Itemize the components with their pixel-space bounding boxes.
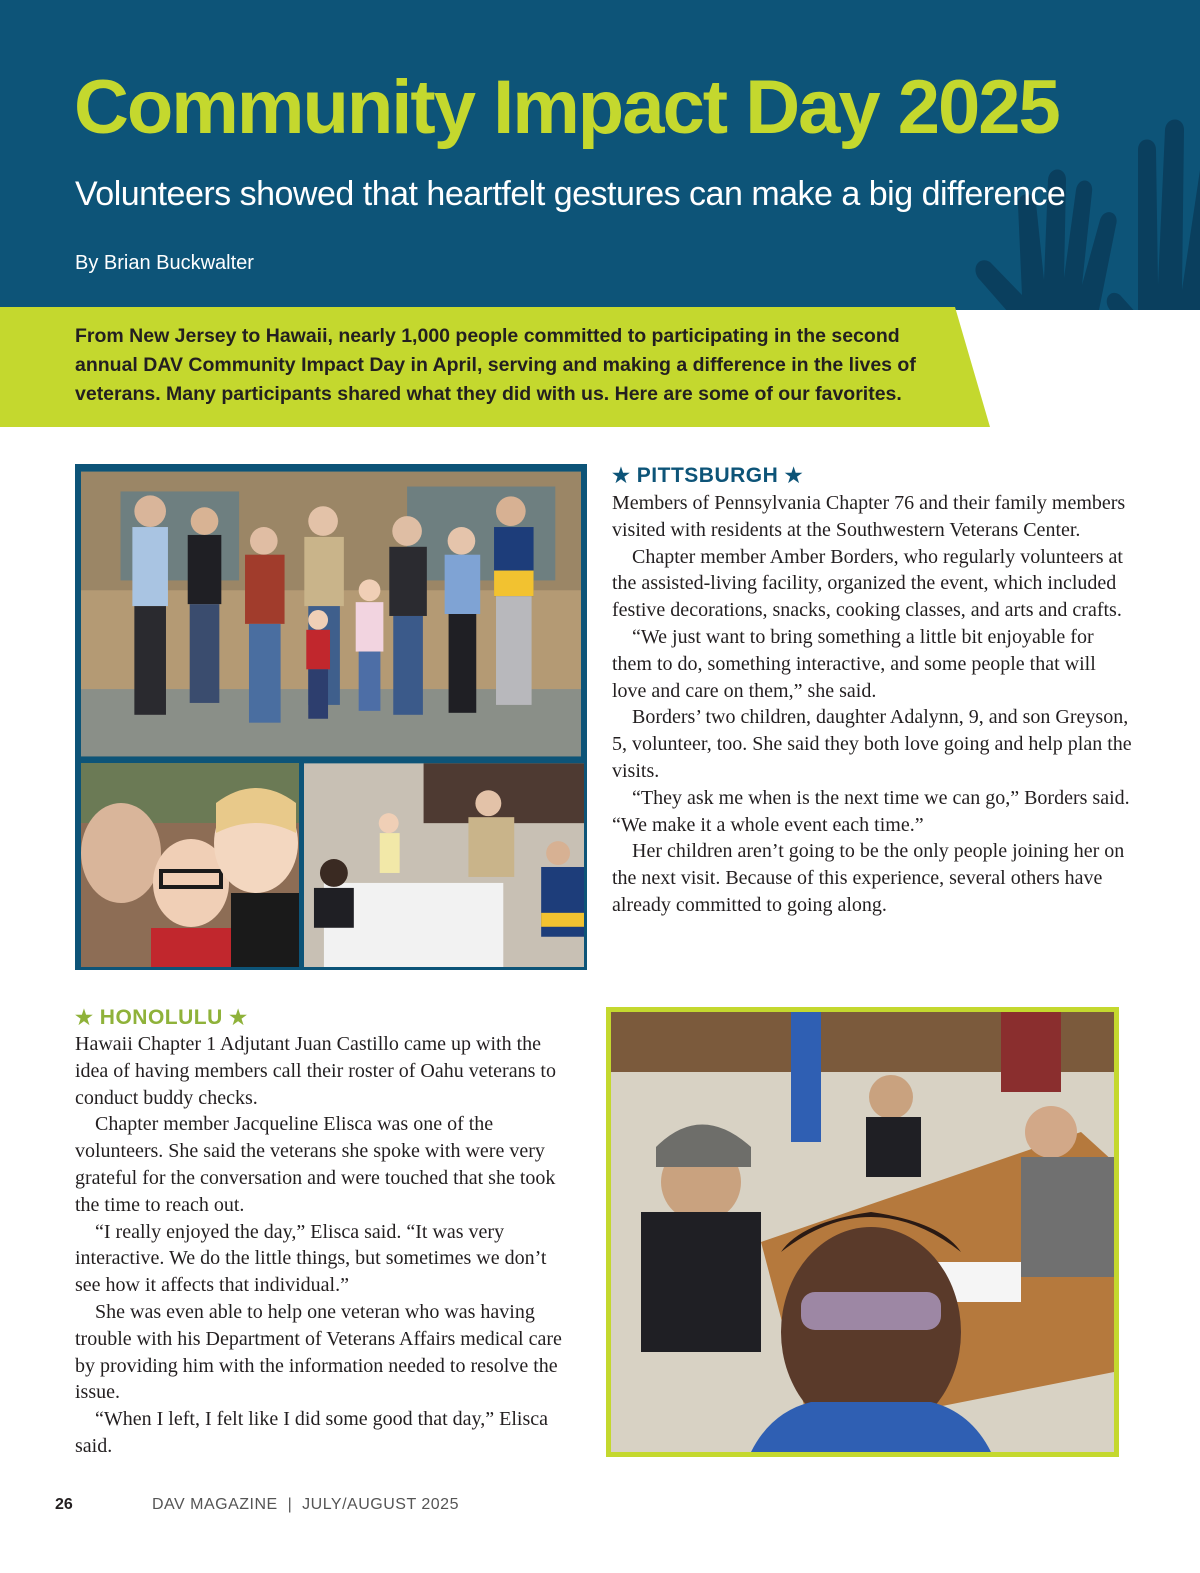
pittsburgh-photo-collage — [75, 464, 587, 970]
paragraph: Chapter member Jacqueline Elisca was one of the volunteers. She said the veterans she spoke with were very grateful for the conversation and were touched that she took the time to reach out. — [75, 1113, 556, 1216]
honolulu-photo — [606, 1007, 1119, 1457]
paragraph: “We just want to bring something a little bit enjoyable for them to do, something interactive, and some people that will love and care on them,” she said. — [612, 625, 1096, 702]
byline: By Brian Buckwalter — [75, 252, 254, 274]
honolulu-body — [75, 1031, 575, 1460]
honolulu-heading-label: HONOLULU — [99, 1006, 223, 1029]
page-number: 26 — [55, 1496, 73, 1513]
pittsburgh-heading-label: PITTSBURGH — [636, 464, 779, 487]
paragraph: “They ask me when is the next time we can go,” Borders said. “We make it a whole event each time.” — [612, 786, 1130, 836]
activity-room-photo — [304, 763, 585, 968]
star-icon: ★ — [612, 465, 631, 487]
intro-paragraph: From New Jersey to Hawaii, nearly 1,000 people committed to participating in the second annual DAV Community Impact Day in April, serving and making a difference in the lives of veterans. Many participants shared what they did with us. Here are some of our favorites. — [75, 325, 916, 405]
paragraph: She was even able to help one veteran who was having trouble with his Department of Veterans Affairs medical care by providing him with the information needed to resolve the issue. — [75, 1300, 562, 1404]
pittsburgh-heading — [612, 463, 803, 488]
header-banner — [0, 0, 1200, 310]
article-title: Community Impact Day 2025 — [74, 65, 1059, 150]
star-icon: ★ — [229, 1007, 248, 1029]
paragraph: Her children aren’t going to be the only people joining her on the next visit. Because of this experience, several others have already committed to going along. — [612, 840, 1125, 916]
paragraph: Hawaii Chapter 1 Adjutant Juan Castillo came up with the idea of having members call their roster of Oahu veterans to conduct buddy checks. — [75, 1033, 556, 1109]
paragraph: “I really enjoyed the day,” Elisca said. “It was very interactive. We do the little things, but sometimes we don’t see how it affects that individual.” — [75, 1220, 547, 1297]
article-subtitle: Volunteers showed that heartfelt gestures can make a big difference — [75, 175, 1066, 213]
honolulu-heading — [75, 1005, 248, 1030]
pittsburgh-body — [612, 490, 1132, 919]
paragraph: Borders’ two children, daughter Adalynn, 9, and son Greyson, 5, volunteer, too. She said they both love going and help plan the visits. — [612, 706, 1132, 782]
star-icon: ★ — [784, 465, 804, 487]
volunteer-selfie-photo — [611, 1012, 1114, 1452]
publication-info: DAV MAGAZINE | JULY/AUGUST 2025 — [152, 1496, 459, 1513]
group-photo — [81, 470, 581, 758]
paragraph: “When I left, I felt like I did some good that day,” Elisca said. — [75, 1408, 548, 1457]
paragraph: Chapter member Amber Borders, who regularly volunteers at the assisted-living facility, organized the event, which included festive decorations, snacks, cooking classes, and arts and crafts. — [612, 545, 1123, 622]
selfie-photo — [81, 763, 299, 968]
star-icon: ★ — [75, 1007, 94, 1029]
paragraph: Members of Pennsylvania Chapter 76 and their family members visited with residents at the Southwestern Veterans Center. — [612, 492, 1126, 541]
